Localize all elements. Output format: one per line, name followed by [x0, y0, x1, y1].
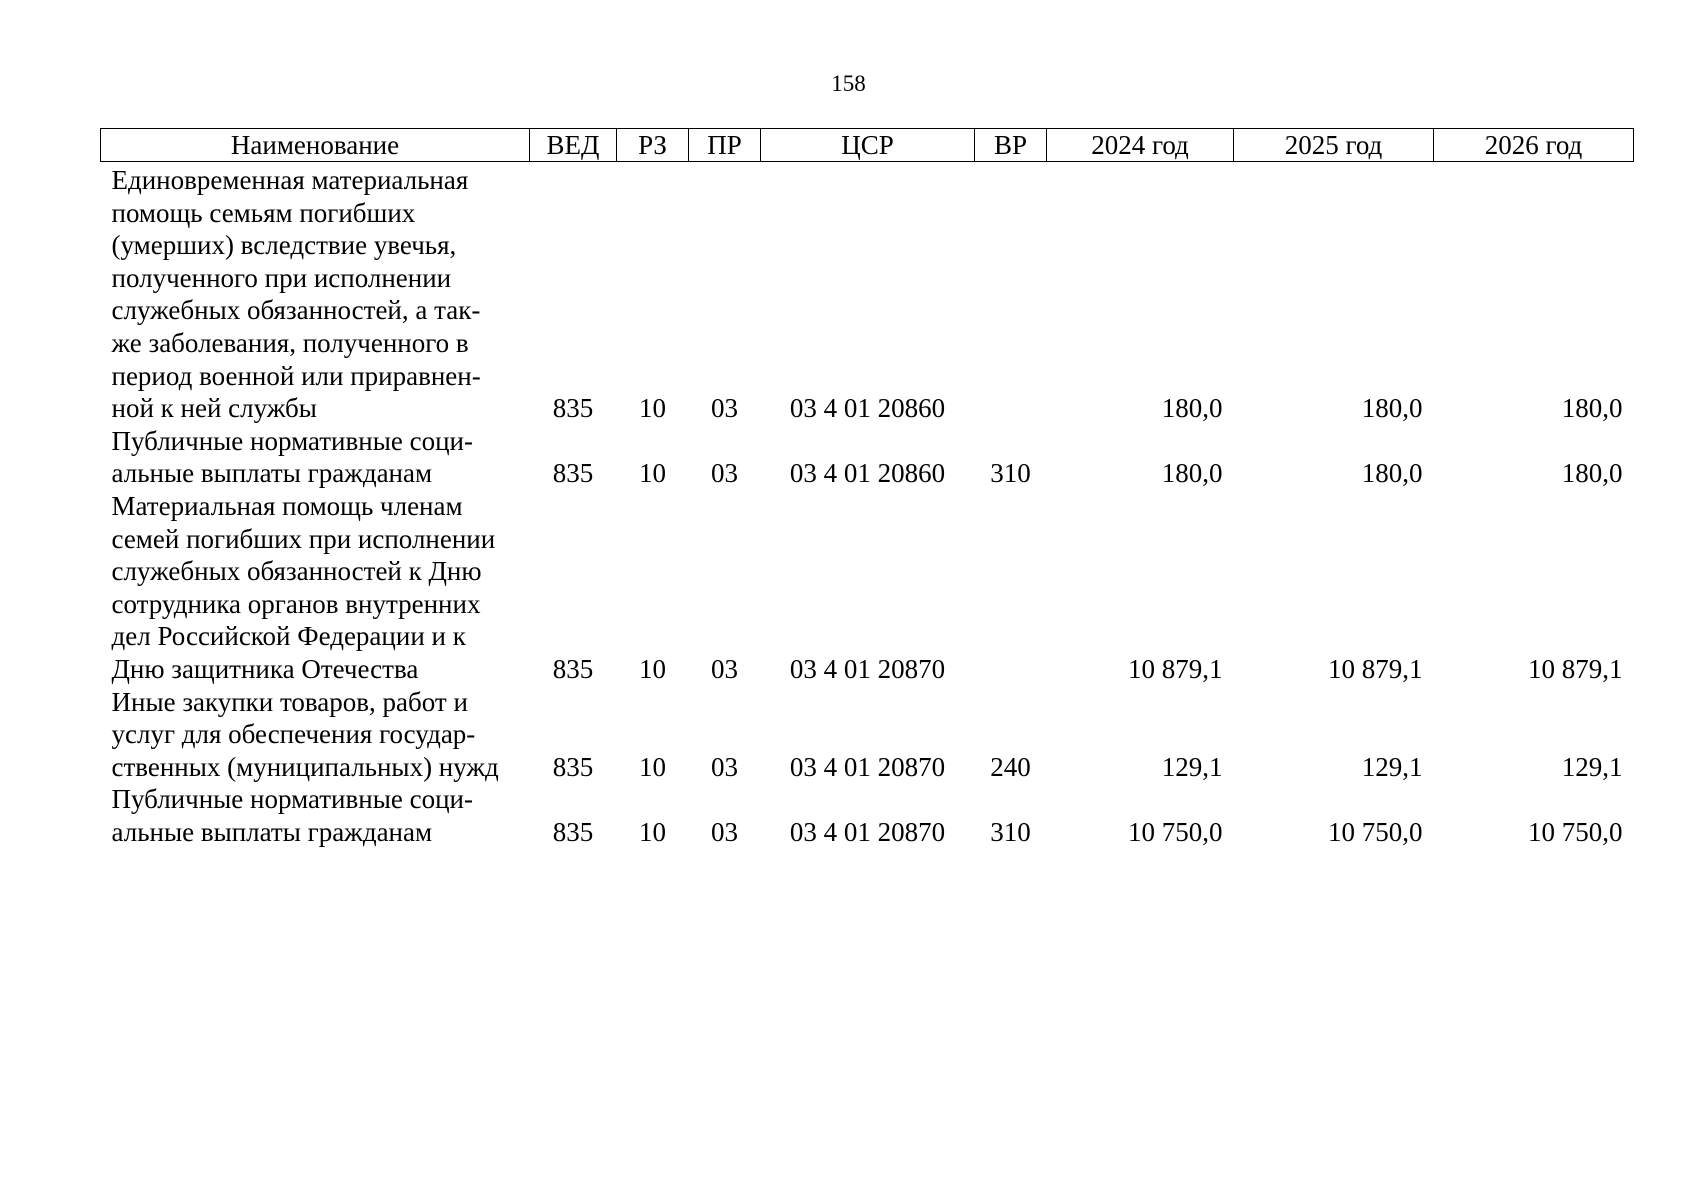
cell-pr: 03: [711, 393, 738, 424]
table-row: [101, 425, 1634, 490]
cell-rz: 10: [639, 751, 666, 782]
header-row: [101, 129, 1634, 162]
cell-csr: 03 4 01 20860: [789, 393, 946, 424]
cell-2025: 10 750,0: [1328, 816, 1423, 847]
table-row: [101, 490, 1634, 686]
cell-name: Материальная помощь членам семей погибших при исполнении служебных обязанностей к Дню сотрудника органов внутренних дел Российской Федерации и к Дню защитника Отечества: [111, 490, 496, 684]
cell-name: Публичные нормативные соци- альные выплаты гражданам: [111, 425, 473, 489]
cell-csr: 03 4 01 20870: [789, 751, 946, 782]
cell-name: Публичные нормативные соци- альные выплаты гражданам: [111, 784, 473, 847]
cell-pr: 03: [711, 816, 738, 847]
cell-ved: 835: [552, 751, 594, 782]
cell-2025: 10 879,1: [1328, 653, 1423, 684]
cell-2026: 129,1: [1561, 751, 1623, 782]
cell-vr: 310: [990, 458, 1031, 489]
cell-2026: 180,0: [1561, 458, 1623, 489]
table-body: [101, 162, 1634, 849]
cell-pr: 03: [711, 458, 738, 489]
budget-table: [100, 128, 1634, 848]
header-2026: 2026 год: [1434, 129, 1634, 162]
cell-2024: 180,0: [1161, 458, 1223, 489]
cell-csr: 03 4 01 20860: [789, 458, 946, 489]
cell-ved: 835: [552, 393, 594, 424]
cell-csr: 03 4 01 20870: [789, 653, 946, 684]
page-number: 158: [831, 71, 866, 96]
table-row: [101, 162, 1634, 425]
header-2024: 2024 год: [1047, 129, 1234, 162]
header-vr: ВР: [975, 129, 1047, 162]
header-csr: ЦСР: [761, 129, 975, 162]
header-name: Наименование: [101, 129, 530, 162]
cell-name: Единовременная материальная помощь семьям погибших (умерших) вследствие увечья, полученного при исполнении служебных обязанностей, а так- же заболевания, полученного в период военной или приравнен- ной к ней службы: [111, 165, 481, 424]
cell-csr: 03 4 01 20870: [789, 816, 946, 847]
cell-rz: 10: [639, 653, 666, 684]
cell-2025: 180,0: [1361, 458, 1423, 489]
cell-2025: 129,1: [1361, 751, 1423, 782]
cell-pr: 03: [711, 653, 738, 684]
cell-ved: 835: [552, 816, 594, 847]
cell-rz: 10: [639, 458, 666, 489]
table-row: [101, 686, 1634, 784]
table-row: [101, 783, 1634, 848]
cell-pr: 03: [711, 751, 738, 782]
cell-2026: 10 879,1: [1528, 653, 1623, 684]
cell-ved: 835: [552, 653, 594, 684]
header-pr: ПР: [689, 129, 761, 162]
cell-rz: 10: [639, 393, 666, 424]
cell-vr: 310: [990, 816, 1031, 847]
table-header: [101, 129, 1634, 162]
cell-2026: 10 750,0: [1528, 816, 1623, 847]
header-ved: ВЕД: [530, 129, 617, 162]
cell-2024: 129,1: [1161, 751, 1223, 782]
cell-2025: 180,0: [1361, 393, 1423, 424]
cell-name: Иные закупки товаров, работ и услуг для обеспечения государ- ственных (муниципальных) нужд: [111, 686, 499, 782]
cell-vr: 240: [990, 751, 1031, 782]
cell-ved: 835: [552, 458, 594, 489]
header-rz: РЗ: [617, 129, 689, 162]
cell-2026: 180,0: [1561, 393, 1623, 424]
cell-rz: 10: [639, 816, 666, 847]
cell-2024: 180,0: [1161, 393, 1223, 424]
cell-vr: [975, 162, 1047, 425]
cell-vr: [975, 490, 1047, 686]
header-2025: 2025 год: [1234, 129, 1434, 162]
cell-2024: 10 750,0: [1128, 816, 1223, 847]
cell-2024: 10 879,1: [1128, 653, 1223, 684]
